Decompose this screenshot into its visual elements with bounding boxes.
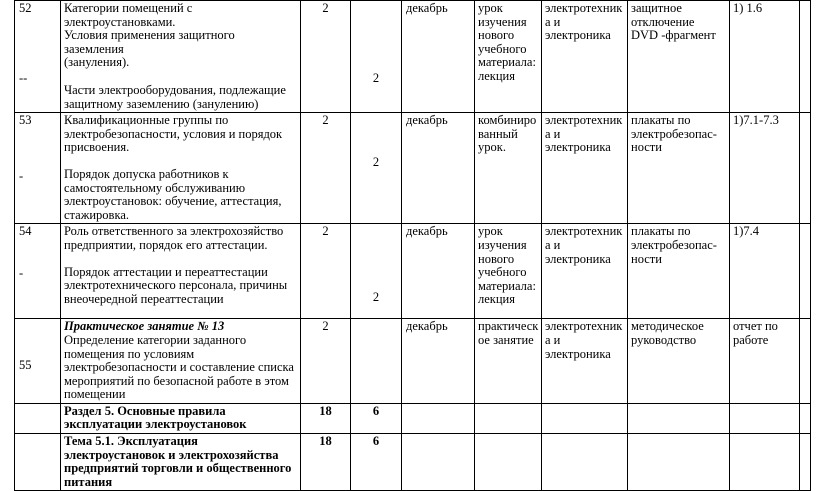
lesson-sub-marker: - — [19, 168, 24, 183]
empty-cell — [628, 403, 730, 433]
lesson-type-line: учебного — [478, 265, 527, 280]
equipment-cell — [628, 113, 730, 224]
empty-cell — [730, 434, 800, 491]
theme-self-hours-cell — [351, 434, 402, 491]
lesson-type-line: нового — [478, 251, 515, 266]
empty-cell — [475, 434, 542, 491]
link-line: а и — [545, 237, 561, 252]
self-hours-cell — [351, 319, 402, 404]
link-line: электроника — [545, 346, 611, 361]
link-line: электроника — [545, 251, 611, 266]
lesson-number: 54 — [19, 224, 32, 239]
topic-sub-line: электроустановок: обучение, аттестация, — [64, 194, 282, 209]
link-line: электротехник — [545, 319, 623, 334]
lesson-type-line: практическ — [478, 319, 539, 334]
topic-line: Категории помещений с — [64, 1, 193, 15]
topic-sub-line: стажировка. — [64, 207, 129, 222]
empty-cell — [800, 319, 811, 404]
self-hours-cell — [351, 1, 402, 113]
equipment-line: отключение — [631, 14, 695, 29]
table-row — [15, 224, 811, 319]
lesson-type-line: лекция — [478, 292, 515, 307]
topic-line: Условия применения защитного заземления — [64, 28, 235, 56]
interdisciplinary-link-cell — [542, 224, 628, 319]
empty-cell — [15, 403, 61, 433]
month-value: декабрь — [406, 113, 448, 128]
self-hours-value: 2 — [372, 71, 380, 85]
theme-row — [15, 434, 811, 491]
lesson-type-line: учебного — [478, 41, 527, 56]
self-hours-value: 2 — [372, 155, 380, 170]
topic-line: помещения по условиям — [64, 346, 195, 361]
empty-cell — [402, 434, 475, 491]
month-cell — [402, 1, 475, 113]
theme-title-line: питания — [64, 474, 113, 489]
hours-value: 2 — [322, 113, 329, 128]
equipment-line: DVD -фрагмент — [631, 28, 716, 43]
theme-hours: 18 — [319, 434, 332, 449]
lesson-number-cell — [15, 113, 61, 224]
equipment-line: защитное — [631, 1, 682, 15]
equipment-line: электробезопас- — [631, 237, 717, 252]
link-line: электротехник — [545, 224, 623, 239]
topic-sub-line: Порядок аттестации и переаттестации — [64, 264, 268, 279]
literature-cell — [730, 113, 800, 224]
equipment-line: ности — [631, 251, 662, 266]
topic-line: Определение категории заданного — [64, 332, 247, 347]
practical-lesson-title: Практическое занятие № 13 — [64, 319, 225, 334]
topic-line: предприятии, порядок его аттестации. — [64, 237, 268, 252]
lesson-type-cell — [475, 224, 542, 319]
lesson-sub-marker: -- — [19, 70, 28, 85]
empty-cell — [800, 1, 811, 113]
empty-cell — [628, 434, 730, 491]
equipment-cell — [628, 224, 730, 319]
topic-line: Квалификационные группы по — [64, 113, 229, 128]
equipment-cell — [628, 319, 730, 404]
lesson-sub-marker: - — [19, 265, 24, 280]
lesson-number: 52 — [19, 1, 32, 15]
topic-line: электроустановками. — [64, 14, 176, 29]
theme-hours-cell — [301, 434, 351, 491]
literature-value: 1) 1.6 — [733, 1, 763, 15]
topic-sub-line: Части электрооборудования, подлежащие — [64, 82, 286, 97]
empty-cell — [800, 224, 811, 319]
topic-cell — [61, 224, 301, 319]
topic-sub-line: самостоятельному обслуживанию — [64, 180, 246, 195]
link-line: электротехник — [545, 113, 623, 128]
empty-cell — [542, 434, 628, 491]
self-hours-value: 2 — [372, 290, 380, 305]
topic-line: присвоения. — [64, 140, 130, 155]
lesson-type-line: ое занятие — [478, 332, 534, 347]
literature-value: 1)7.4 — [733, 224, 760, 239]
month-value: декабрь — [406, 1, 448, 15]
topic-cell — [61, 1, 301, 113]
lesson-type-line: материала: — [478, 278, 536, 293]
lesson-type-line: нового — [478, 28, 515, 43]
theme-title-line: предприятий торговли и общественного — [64, 461, 292, 476]
equipment-line: плакаты по — [631, 113, 691, 128]
lesson-type-cell — [475, 113, 542, 224]
empty-cell — [800, 403, 811, 433]
topic-line: (зануления). — [64, 55, 130, 70]
literature-line: работе — [733, 332, 769, 347]
hours-value: 2 — [322, 1, 329, 15]
interdisciplinary-link-cell — [542, 113, 628, 224]
equipment-line: ности — [631, 140, 662, 155]
topic-line: электробезопасности, условия и порядок — [64, 126, 283, 141]
empty-cell — [800, 434, 811, 491]
lesson-type-cell — [475, 319, 542, 404]
month-value: декабрь — [406, 224, 448, 239]
section-self-hours: 6 — [372, 403, 380, 418]
lesson-type-line: материала: — [478, 55, 536, 70]
lesson-type-line: изучения — [478, 237, 527, 252]
self-hours-cell — [351, 113, 402, 224]
topic-line: Роль ответственного за электрохозяйство — [64, 224, 284, 239]
table-row — [15, 1, 811, 113]
theme-title-line: Тема 5.1. Эксплуатация — [64, 434, 198, 449]
empty-cell — [15, 434, 61, 491]
lesson-type-line: комбиниро — [478, 113, 537, 128]
lesson-type-line: урок — [478, 1, 503, 15]
curriculum-table — [14, 0, 811, 491]
hours-cell — [301, 224, 351, 319]
literature-cell — [730, 1, 800, 113]
section-title-cell — [61, 403, 301, 433]
lesson-number: 53 — [19, 113, 32, 128]
lesson-type-line: ванный — [478, 126, 518, 141]
topic-line: электробезопасности и составление списка — [64, 360, 294, 375]
link-line: а и — [545, 14, 561, 29]
section-row — [15, 403, 811, 433]
lesson-number-cell — [15, 319, 61, 404]
topic-cell — [61, 319, 301, 404]
link-line: а и — [545, 126, 561, 141]
link-line: электроника — [545, 28, 611, 43]
literature-cell — [730, 224, 800, 319]
hours-cell — [301, 1, 351, 113]
empty-cell — [730, 403, 800, 433]
hours-value: 2 — [322, 319, 329, 334]
equipment-cell — [628, 1, 730, 113]
section-title-line: Раздел 5. Основные правила — [64, 403, 226, 418]
empty-cell — [475, 403, 542, 433]
interdisciplinary-link-cell — [542, 319, 628, 404]
topic-sub-line: защитному заземлению (занулению) — [64, 96, 259, 111]
equipment-line: руководство — [631, 332, 697, 347]
hours-cell — [301, 113, 351, 224]
lesson-type-line: изучения — [478, 14, 527, 29]
equipment-line: плакаты по — [631, 224, 691, 239]
lesson-type-line: урок — [478, 224, 503, 239]
table-row — [15, 113, 811, 224]
month-cell — [402, 224, 475, 319]
link-line: электроника — [545, 140, 611, 155]
section-hours: 18 — [319, 403, 332, 418]
theme-title-line: электроустановок и электрохозяйства — [64, 447, 279, 462]
interdisciplinary-link-cell — [542, 1, 628, 113]
literature-value: 1)7.1-7.3 — [733, 113, 779, 128]
link-line: электротехник — [545, 1, 623, 15]
equipment-line: электробезопас- — [631, 126, 717, 141]
lesson-type-cell — [475, 1, 542, 113]
topic-sub-line: внеочередной переаттестации — [64, 291, 224, 306]
section-title-line: эксплуатации электроустановок — [64, 417, 247, 432]
empty-cell — [402, 403, 475, 433]
lesson-type-line: урок. — [478, 140, 506, 155]
section-self-hours-cell — [351, 403, 402, 433]
literature-line: отчет по — [733, 319, 778, 334]
empty-cell — [542, 403, 628, 433]
topic-sub-line: Порядок допуска работников к — [64, 166, 229, 181]
theme-self-hours: 6 — [372, 434, 380, 449]
equipment-line: методическое — [631, 319, 704, 334]
literature-cell — [730, 319, 800, 404]
lesson-number-cell — [15, 224, 61, 319]
self-hours-cell — [351, 224, 402, 319]
table-row — [15, 319, 811, 404]
month-cell — [402, 113, 475, 224]
lesson-number-cell — [15, 1, 61, 113]
lesson-type-line: лекция — [478, 68, 515, 83]
section-hours-cell — [301, 403, 351, 433]
lesson-number: 55 — [19, 357, 32, 372]
empty-cell — [800, 113, 811, 224]
theme-title-cell — [61, 434, 301, 491]
month-cell — [402, 319, 475, 404]
month-value: декабрь — [406, 319, 448, 334]
topic-cell — [61, 113, 301, 224]
link-line: а и — [545, 332, 561, 347]
topic-line: мероприятий по безопасной работе в этом — [64, 373, 289, 388]
topic-line: помещении — [64, 387, 126, 402]
hours-cell — [301, 319, 351, 404]
hours-value: 2 — [322, 224, 329, 239]
topic-sub-line: электротехнического персонала, причины — [64, 278, 288, 293]
